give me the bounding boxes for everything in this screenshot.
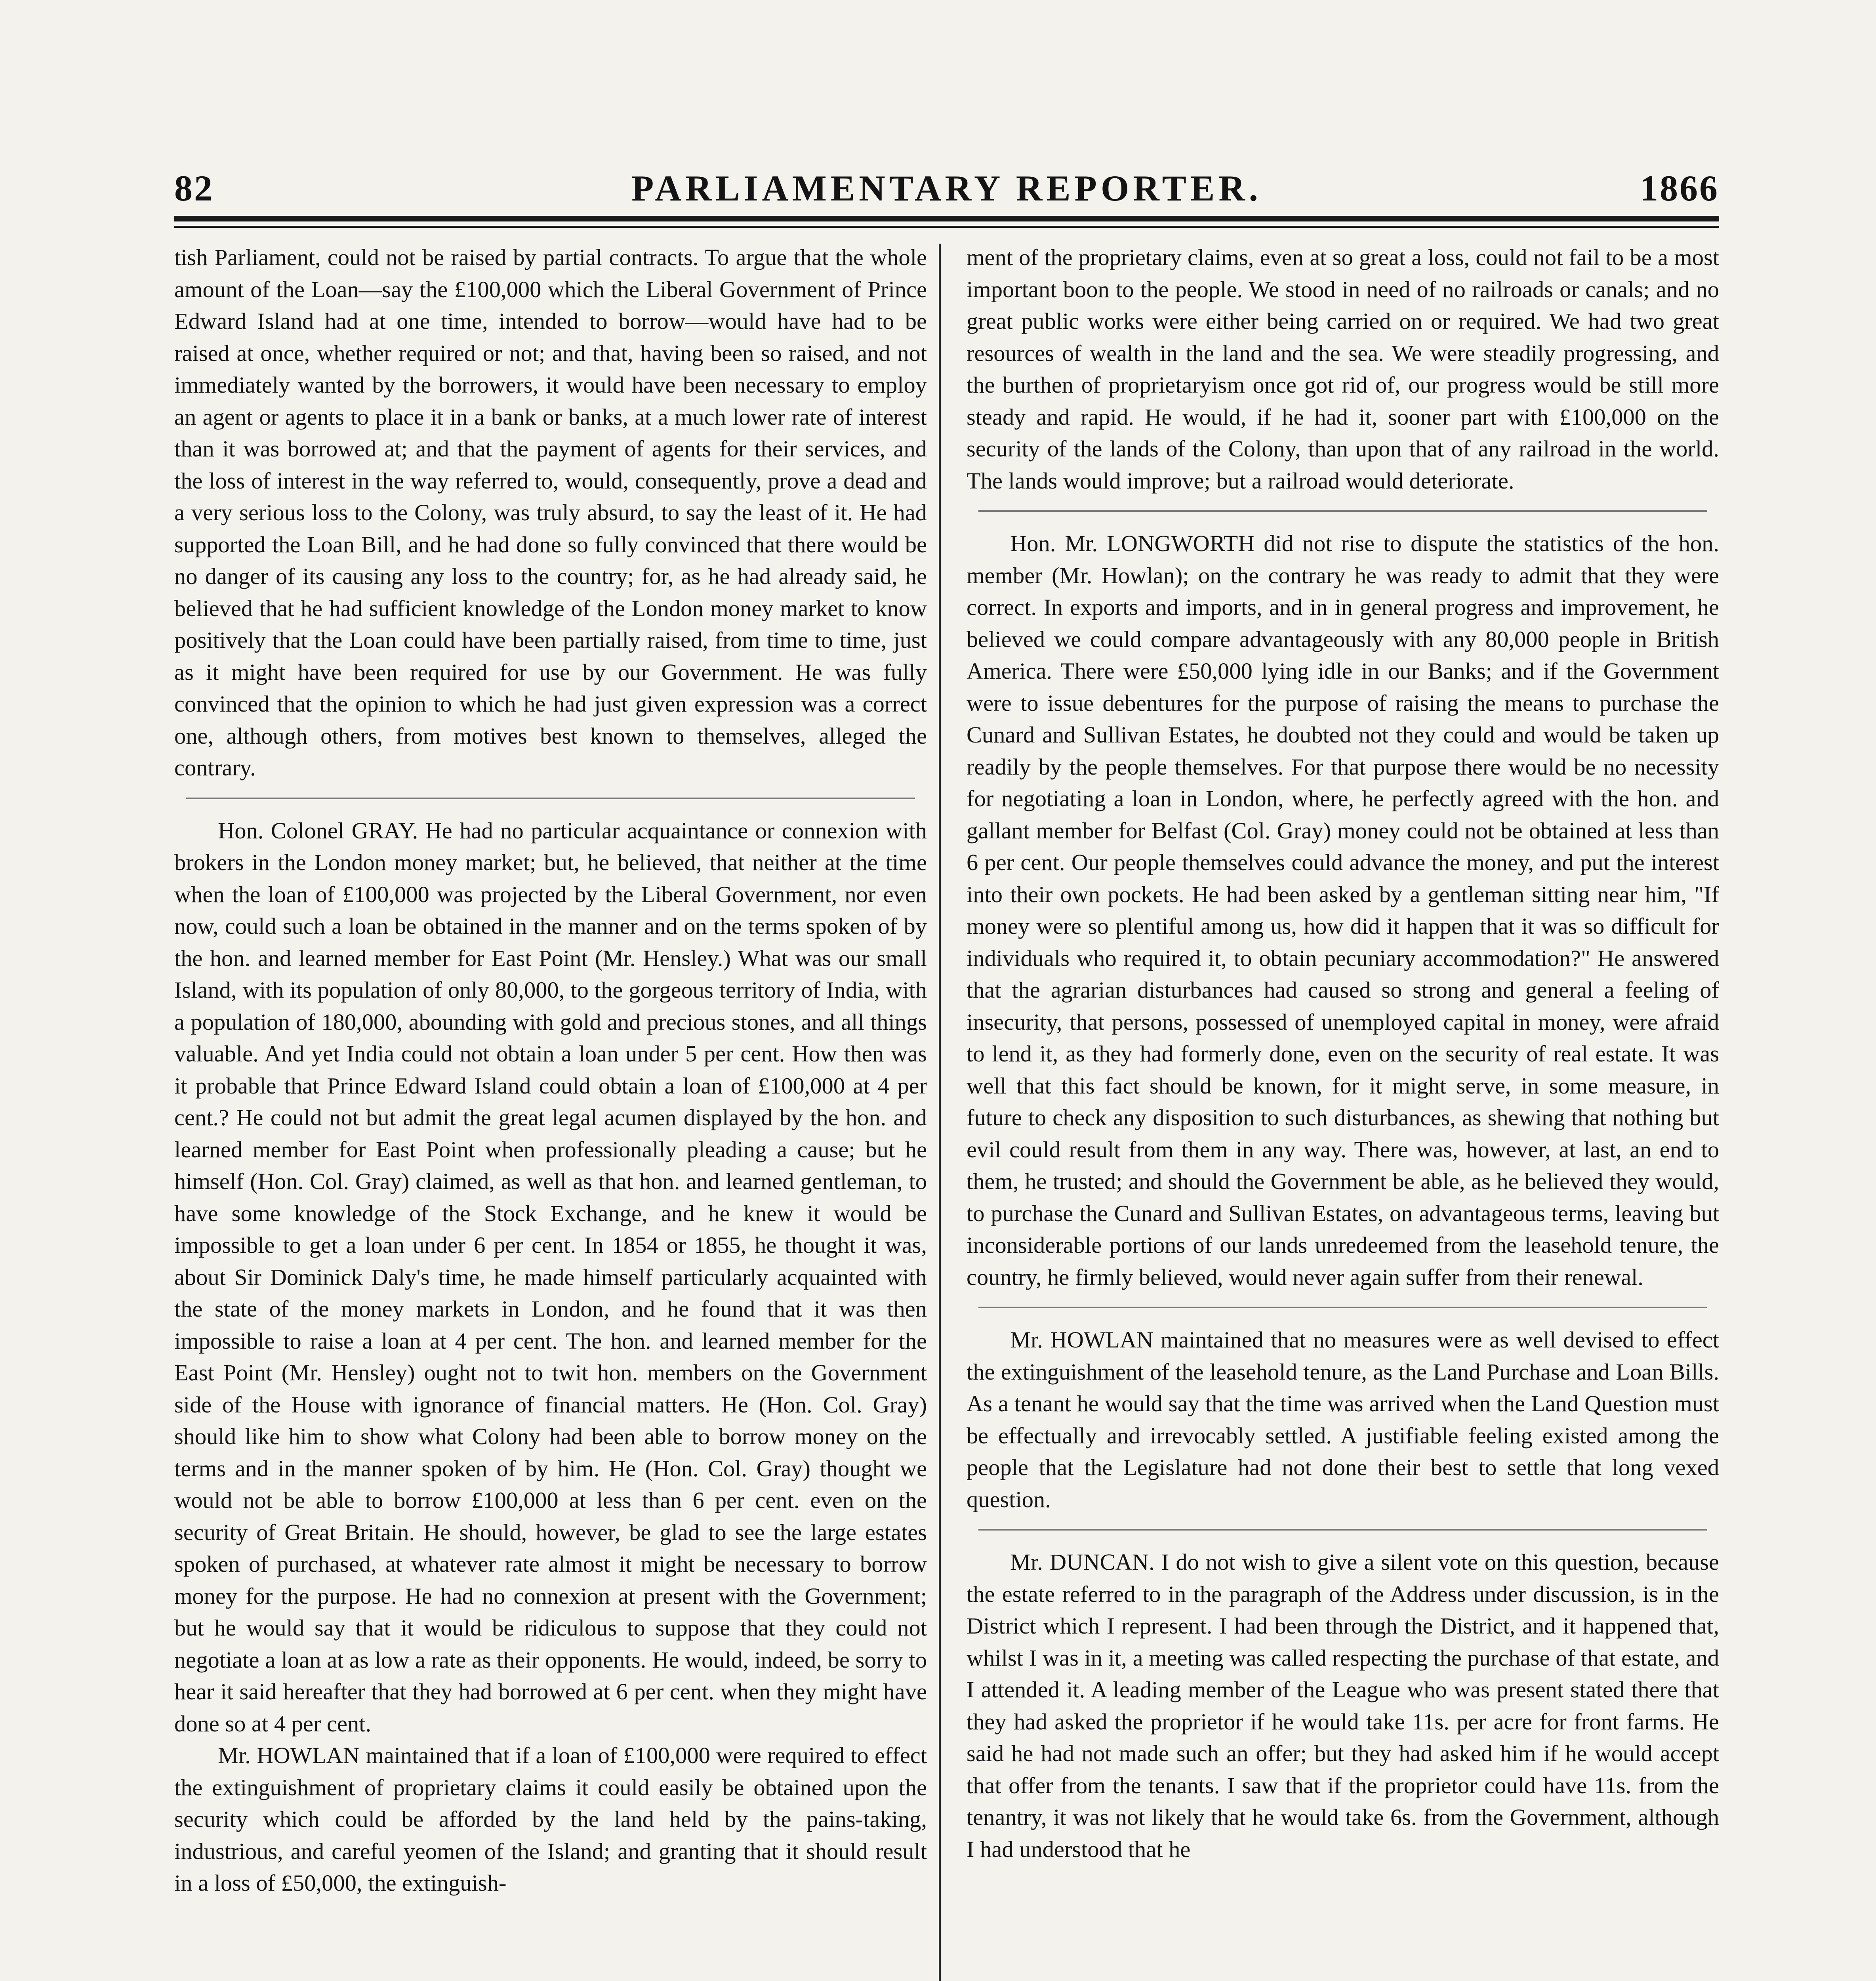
- paragraph: Mr. DUNCAN. I do not wish to give a silent vote on this question, because the estate referred to in the paragraph of the Address under discussion, is in the District which I represent. I had been through the District, and it happened that, whilst I was in it, a meeting was called respecting the purchase of that estate, and I attended it. A leading member of the League who was present stated there that they had asked the proprietor if he would take 11s. per acre for front farms. He said he had not made such an offer; but they had asked him if he would accept that offer from the tenants. I saw that if the proprietor could have 11s. from the tenantry, it was not likely that he would take 6s. from the Government, although I had understood that he: [967, 1549, 1719, 1862]
- paragraph: Hon. Mr. LONGWORTH did not rise to dispute the statistics of the hon. member (Mr. Howlan); on the contrary he was ready to admit that they were correct. In exports and imports, and in in general progress and improvement, he believed we could compare advantageously with any 80,000 people in British America. There were £50,000 lying idle in our Banks; and if the Government were to issue debentures for the purpose of raising the means to purchase the Cunard and Sullivan Estates, he doubted not they could and would be taken up readily by the people themselves. For that purpose there would be no necessity for negotiating a loan in London, where, he perfectly agreed with the hon. and gallant member for Belfast (Col. Gray) money could not be obtained at less than 6 per cent. Our people themselves could advance the money, and put the interest into their own pockets. He had been asked by a gentleman sitting near him, "If money were so plentiful among us, how did it happen that it was so difficult for individuals who required it, to obtain pecuniary accommodation?" He answered that the agrarian disturbances had caused so strong and general a feeling of insecurity, that persons, possessed of unemployed capital in money, were afraid to lend it, as they had formerly done, even on the security of real estate. It was well that this fact should be known, for it might serve, in some measure, in future to check any disposition to such disturbances, as shewing that nothing but evil could result from them in any way. There was, however, at last, an end to them, he trusted; and should the Government be able, as he believed they would, to purchase the Cunard and Sullivan Estates, on advantageous terms, leaving but inconsiderable portions of our lands unredeemed from the leasehold tenure, the country, he firmly believed, would never again suffer from their renewal.: [967, 531, 1719, 1290]
- paragraph-divider: [978, 1529, 1707, 1531]
- paragraph: Mr. HOWLAN maintained that if a loan of £100,000 were required to effect the extinguishment of proprietary claims it could easily be obtained upon the security which could be afforded by the land held by the pains-taking, industrious, and careful yeomen of the Island; and granting that it should result in a loss of £50,000, the extinguish-: [174, 1742, 927, 1896]
- column-divider: [939, 244, 941, 1981]
- header-rule-thick: [174, 216, 1719, 221]
- paragraph: tish Parliament, could not be raised by partial contracts. To argue that the whole amount of the Loan—say the £100,000 which the Liberal Government of Prince Edward Island had at one time, intended to borrow—would have had to be raised at once, whether required or not; and that, having been so raised, and not immediately wanted by the borrowers, it would have been necessary to employ an agent or agents to place it in a bank or banks, at a much lower rate of interest than it was borrowed at; and that the payment of agents for their services, and the loss of interest in the way referred to, would, consequently, prove a dead and a very serious loss to the Colony, was truly absurd, to say the least of it. He had supported the Loan Bill, and he had done so fully convinced that there would be no danger of its causing any loss to the country; for, as he had already said, he believed that he had sufficient knowledge of the London money market to know positively that the Loan could have been partially raised, from time to time, just as it might have been required for use by our Government. He was fully convinced that the opinion to which he had just given expression was a correct one, although others, from motives best known to themselves, alleged the contrary.: [174, 244, 927, 781]
- header-rule-thin: [174, 226, 1719, 228]
- paragraph: ment of the proprietary claims, even at so great a loss, could not fail to be a most important boon to the people. We stood in need of no railroads or canals; and no great public works were either being carried on or required. We had two great resources of wealth in the land and the sea. We were steadily progressing, and the burthen of proprietaryism once got rid of, our progress would be still more steady and rapid. He would, if he had it, sooner part with £100,000 on the security of the lands of the Colony, than upon that of any railroad in the world. The lands would improve; but a railroad would deteriorate.: [967, 244, 1719, 494]
- paragraph-divider: [978, 1307, 1707, 1308]
- paragraph: Mr. HOWLAN maintained that no measures were as well devised to effect the extinguishment of the leasehold tenure, as the Land Purchase and Loan Bills. As a tenant he would say that the time was arrived when the Land Question must be effectually and irrevocably settled. A justifiable feeling existed among the people that the Legislature had not done their best to settle that long vexed question.: [967, 1327, 1719, 1512]
- paragraph-divider: [978, 510, 1707, 512]
- right-column: [967, 242, 1719, 1981]
- page-year: 1866: [1640, 168, 1719, 208]
- paragraph: Hon. Colonel GRAY. He had no particular acquaintance or connexion with brokers in the London money market; but, he believed, that neither at the time when the loan of £100,000 was projected by the Liberal Government, nor even now, could such a loan be obtained in the manner and on the terms spoken of by the hon. and learned member for East Point (Mr. Hensley.) What was our small Island, with its population of only 80,000, to the gorgeous territory of India, with a population of 180,000, abounding with gold and precious stones, and all things valuable. And yet India could not obtain a loan under 5 per cent. How then was it probable that Prince Edward Island could obtain a loan of £100,000 at 4 per cent.? He could not but admit the great legal acumen displayed by the hon. and learned member for East Point when professionally pleading a cause; but he himself (Hon. Col. Gray) claimed, as well as that hon. and learned gentleman, to have some knowledge of the Stock Exchange, and he knew it would be impossible to get a loan under 6 per cent. In 1854 or 1855, he thought it was, about Sir Dominick Daly's time, he made himself particularly acquainted with the state of the money markets in London, and he found that it was then impossible to raise a loan at 4 per cent. The hon. and learned member for the East Point (Mr. Hensley) ought not to twit hon. members on the Government side of the House with ignorance of financial matters. He (Hon. Col. Gray) should like him to show what Colony had been able to borrow money on the terms and in the manner spoken of by him. He (Hon. Col. Gray) thought we would not be able to borrow £100,000 at less than 6 per cent. even on the security of Great Britain. He should, however, be glad to see the large estates spoken of purchased, at whatever rate almost it might be necessary to borrow money for the purpose. He had no connexion at present with the Government; but he would say that it would be ridiculous to suppose that they could not negotiate a loan at as low a rate as their opponents. He would, indeed, be sorry to hear it said hereafter that they had borrowed at 6 per cent. when they might have done so at 4 per cent.: [174, 817, 927, 1737]
- journal-title: PARLIAMENTARY REPORTER.: [631, 168, 1262, 208]
- paragraph-divider: [186, 798, 915, 799]
- page-number: 82: [174, 168, 214, 208]
- page-header: [174, 166, 1719, 210]
- left-column: [174, 242, 927, 1981]
